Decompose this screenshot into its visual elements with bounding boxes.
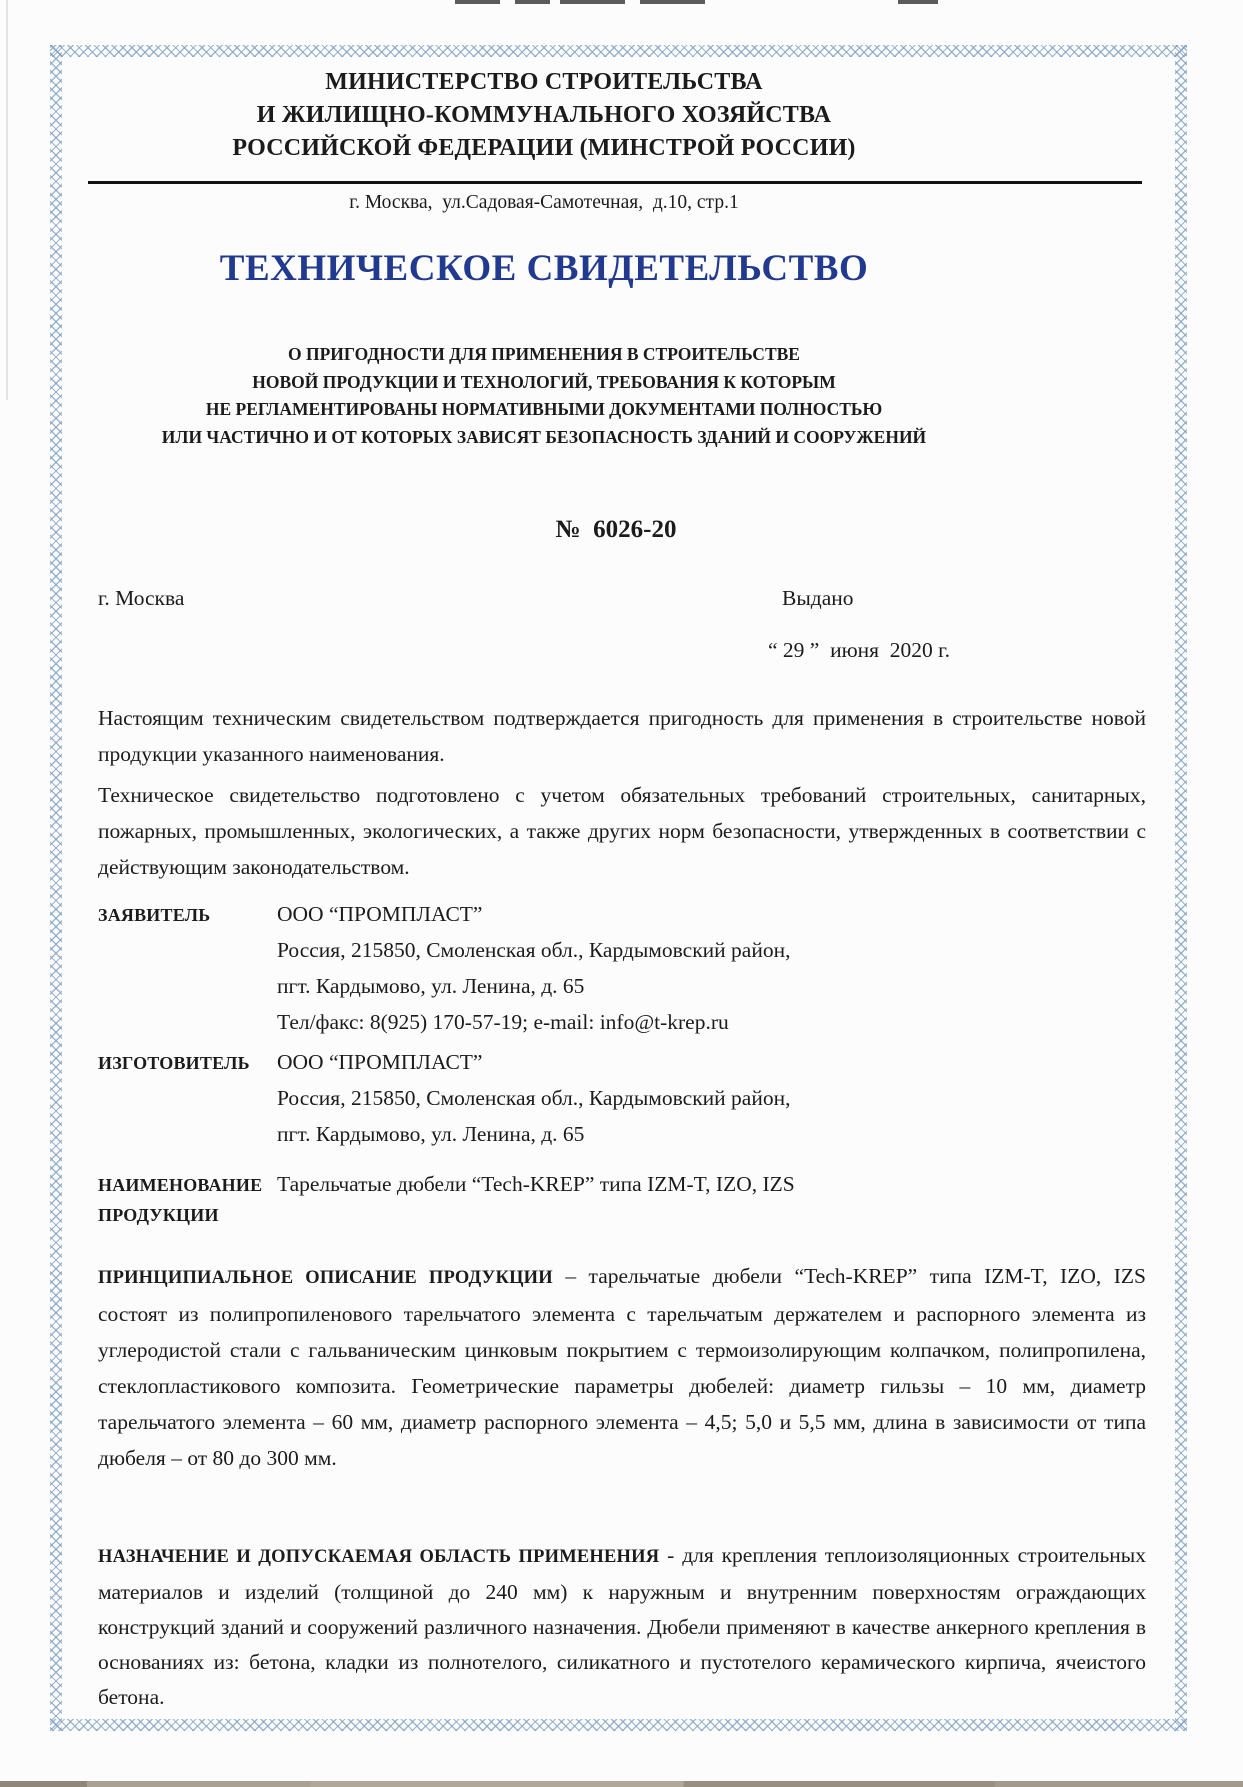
ministry-header — [88, 66, 1000, 165]
applicant-label: ЗАЯВИТЕЛЬ — [98, 905, 211, 925]
issued-label: Выдано — [782, 586, 854, 610]
applicant-address-line-1: Россия, 215850, Смоленская обл., Кардымовский район, — [277, 938, 791, 962]
applicant-address-line-2: пгт. Кардымово, ул. Ленина, д. 65 — [277, 974, 585, 998]
issue-date: “ 29 ” июня 2020 г. — [768, 638, 950, 662]
applicant-contacts: Тел/факс: 8(925) 170-57-19; e-mail: info@t-krep.ru — [277, 1010, 729, 1034]
issue-city: г. Москва — [98, 586, 185, 610]
ministry-address: г. Москва, ул.Садовая-Самотечная, д.10, стр.1 — [349, 192, 739, 213]
description-text: – тарельчатые дюбели “Tech-KREP” типа IZM-T, IZO, IZS состоят из полипропиленового тарельчатого элемента с тарельчатым держателем и распорного элемента из углеродистой стали с гальваническим цинковым покрытием с термоизолирующим колпачком, полипропилена, стеклопластикового композита. Геометрические параметры дюбелей: диаметр гильзы – 10 мм, диаметр тарельчатого элемента – 60 мм, диаметр распорного элемента – 4,5; 5,0 и 5,5 мм, длина в зависимости от типа дюбеля – от 80 до 300 мм. — [98, 1264, 1146, 1470]
intro-paragraph: Настоящим техническим свидетельством подтверждается пригодность для применения в строительстве новой продукции указанного наименования. — [98, 706, 1146, 766]
applicant-details — [277, 896, 1147, 1040]
decorative-border-bottom — [50, 1719, 1187, 1731]
preparation-paragraph: Техническое свидетельство подготовлено с учетом обязательных требований строительных, санитарных, пожарных, промышленных, экологических, а также других норм безопасности, утвержденных в соответствии с действующим законодательством. — [98, 783, 1146, 879]
purpose-paragraph — [98, 1538, 1146, 1715]
scan-bottom-edge — [0, 1781, 1243, 1787]
subtitle-line-2: НОВОЙ ПРОДУКЦИИ И ТЕХНОЛОГИЙ, ТРЕБОВАНИЯ К КОТОРЫМ — [252, 371, 836, 392]
certificate-subtitle — [88, 341, 1000, 451]
header-rule — [88, 181, 1142, 184]
subtitle-line-3: НЕ РЕГЛАМЕНТИРОВАНЫ НОРМАТИВНЫМИ ДОКУМЕНТАМИ ПОЛНОСТЬЮ — [205, 399, 883, 419]
ministry-name-line-2: И ЖИЛИЩНО-КОММУНАЛЬНОГО ХОЗЯЙСТВА — [256, 102, 832, 128]
certificate-number: № 6026-20 — [555, 516, 677, 543]
certificate-title: ТЕХНИЧЕСКОЕ СВИДЕТЕЛЬСТВО — [219, 248, 869, 289]
manufacturer-address-line-1: Россия, 215850, Смоленская обл., Кардымовский район, — [277, 1086, 791, 1110]
scan-artifact-top-3 — [560, 0, 625, 4]
applicant-company: ООО “ПРОМПЛАСТ” — [277, 902, 483, 926]
manufacturer-address-line-2: пгт. Кардымово, ул. Ленина, д. 65 — [277, 1122, 585, 1146]
scan-artifact-top-2 — [515, 0, 550, 4]
purpose-text: - для крепления теплоизоляционных строительных материалов и изделий (толщиной до 240 мм) к наружным и внутренним поверхностям ограждающих конструкций зданий и сооружений различного назначения. Дюбели применяют в качестве анкерного крепления в основаниях из: бетона, кладки из полнотелого, силикатного и пустотелого керамического кирпича, ячеистого бетона. — [98, 1543, 1146, 1709]
description-label: ПРИНЦИПИАЛЬНОЕ ОПИСАНИЕ ПРОДУКЦИИ — [98, 1268, 553, 1288]
product-name-value: Тарельчатые дюбели “Tech-KREP” типа IZM-T, IZO, IZS — [277, 1172, 795, 1196]
scan-artifact-left-line — [6, 0, 8, 400]
scan-artifact-top-1 — [455, 0, 500, 4]
scan-artifact-top-5 — [898, 0, 938, 4]
decorative-border-top — [50, 45, 1187, 57]
ministry-name-line-1: МИНИСТЕРСТВО СТРОИТЕЛЬСТВА — [325, 69, 763, 95]
manufacturer-details — [277, 1044, 1147, 1152]
subtitle-line-4: ИЛИ ЧАСТИЧНО И ОТ КОТОРЫХ ЗАВИСЯТ БЕЗОПАСНОСТЬ ЗДАНИЙ И СООРУЖЕНИЙ — [161, 426, 927, 447]
scan-artifact-top-4 — [640, 0, 705, 4]
manufacturer-label: ИЗГОТОВИТЕЛЬ — [98, 1053, 250, 1073]
manufacturer-company: ООО “ПРОМПЛАСТ” — [277, 1050, 483, 1074]
decorative-border-right — [1175, 45, 1187, 1731]
purpose-label: НАЗНАЧЕНИЕ И ДОПУСКАЕМАЯ ОБЛАСТЬ ПРИМЕНЕНИЯ — [98, 1547, 660, 1567]
ministry-name-line-3: РОССИЙСКОЙ ФЕДЕРАЦИИ (МИНСТРОЙ РОССИИ) — [232, 135, 856, 161]
product-name-label: НАИМЕНОВАНИЕ ПРОДУКЦИИ — [98, 1175, 263, 1225]
decorative-border-left — [50, 45, 62, 1731]
subtitle-line-1: О ПРИГОДНОСТИ ДЛЯ ПРИМЕНЕНИЯ В СТРОИТЕЛЬСТВЕ — [288, 344, 800, 364]
description-paragraph — [98, 1258, 1146, 1476]
